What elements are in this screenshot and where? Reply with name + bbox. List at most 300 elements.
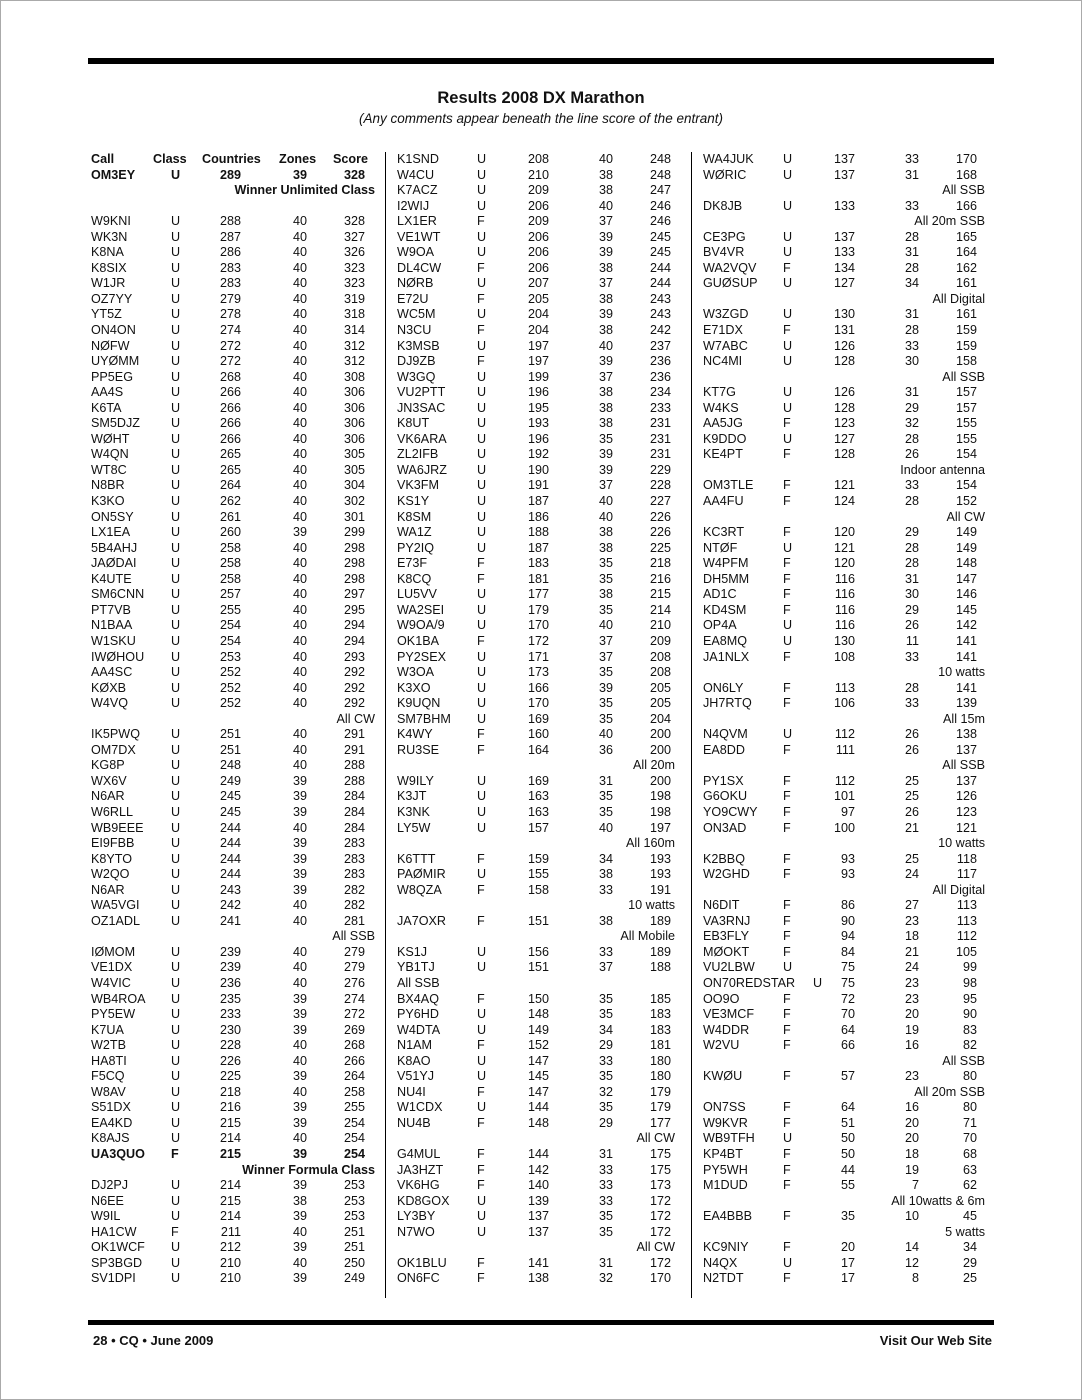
entry-call: KG8P	[91, 758, 125, 773]
entry-countries: 254	[219, 618, 241, 633]
entry-countries: 214	[219, 1131, 241, 1146]
entry-zones: 31	[904, 571, 919, 586]
entry-countries: 206	[527, 229, 549, 244]
entry-score: 45	[962, 1209, 977, 1224]
results-column-2	[397, 152, 675, 1287]
table-row	[703, 1100, 985, 1116]
entry-countries: 138	[527, 1271, 549, 1286]
entry-countries: 166	[527, 680, 549, 695]
entry-countries: 264	[219, 478, 241, 493]
entry-score: 292	[343, 665, 365, 680]
entry-class: U	[171, 633, 181, 648]
entry-countries: 266	[219, 400, 241, 415]
entry-score: 62	[962, 1178, 977, 1193]
entry-score: 113	[956, 898, 977, 913]
entry-call: SV1DPI	[91, 1271, 136, 1286]
entry-zones: 28	[904, 431, 919, 446]
table-row	[91, 852, 375, 868]
entry-call: W2GHD	[703, 867, 750, 882]
table-row	[397, 696, 675, 712]
entry-countries: 173	[527, 665, 549, 680]
entry-class: F	[783, 851, 791, 866]
entry-countries: 279	[219, 291, 241, 306]
entry-zones: 39	[292, 1209, 307, 1224]
entry-zones: 26	[904, 618, 919, 633]
table-row	[91, 385, 375, 401]
entry-score: 244	[649, 260, 671, 275]
entry-class: F	[783, 913, 791, 928]
entry-score: 284	[343, 820, 365, 835]
table-row	[397, 1085, 675, 1101]
entry-class: F	[783, 991, 791, 1006]
entry-zones: 38	[598, 416, 613, 431]
entry-score: 305	[343, 447, 365, 462]
entry-score: 283	[343, 867, 365, 882]
entry-class: F	[783, 867, 791, 882]
table-row	[703, 650, 985, 666]
entry-countries: 93	[840, 851, 855, 866]
entry-score: 247	[649, 183, 671, 198]
entry-countries: 75	[840, 975, 855, 990]
table-row	[397, 650, 675, 666]
entry-class: U	[477, 1022, 487, 1037]
entry-score: 138	[955, 727, 977, 742]
entry-zones: 40	[292, 913, 307, 928]
entry-zones: 39	[292, 1271, 307, 1286]
entry-countries: 196	[527, 385, 549, 400]
entry-score: 288	[343, 773, 365, 788]
entry-call: K8NA	[91, 245, 124, 260]
entry-call: W4QN	[91, 447, 129, 462]
entry-call: K1SND	[397, 152, 439, 166]
entry-countries: 112	[834, 773, 855, 788]
entry-countries: 206	[527, 198, 549, 213]
entry-countries: 149	[527, 1022, 549, 1037]
entry-score: 246	[649, 198, 671, 213]
entry-call: OM3EY	[91, 167, 136, 182]
table-row	[91, 1069, 375, 1085]
entry-zones: 40	[292, 494, 307, 509]
entry-class: U	[171, 276, 181, 291]
entry-countries: 266	[219, 416, 241, 431]
entry-class: U	[171, 602, 181, 617]
entry-zones: 37	[598, 960, 613, 975]
entry-score: 152	[955, 494, 977, 509]
table-row	[703, 432, 985, 448]
table-row	[91, 541, 375, 557]
entry-zones: 23	[904, 913, 919, 928]
entry-score: 158	[955, 354, 977, 369]
entry-score: 233	[649, 400, 671, 415]
table-row	[91, 168, 375, 184]
entry-class: U	[171, 851, 181, 866]
table-row	[91, 1256, 375, 1272]
entry-zones: 38	[598, 867, 613, 882]
entry-zones: 39	[292, 882, 307, 897]
table-row	[703, 805, 985, 821]
entry-call: N6AR	[91, 789, 125, 804]
table-row	[703, 587, 985, 603]
entry-countries: 244	[219, 851, 241, 866]
entry-zones: 35	[598, 804, 613, 819]
entry-score: 159	[955, 338, 977, 353]
entry-countries: 120	[833, 525, 855, 540]
table-row	[397, 510, 675, 526]
entry-score: 183	[649, 1007, 671, 1022]
entry-class: U	[477, 307, 487, 322]
entry-countries: 150	[527, 991, 549, 1006]
entry-zones: 40	[292, 665, 307, 680]
entry-class: U	[171, 1069, 181, 1084]
entry-score: 274	[343, 991, 365, 1006]
entry-zones: 40	[292, 618, 307, 633]
entry-comment: 10 watts	[938, 836, 985, 851]
entry-call: F5CQ	[91, 1069, 125, 1084]
table-row	[397, 852, 675, 868]
entry-countries: 244	[219, 836, 241, 851]
table-row	[91, 1007, 375, 1023]
entry-class: U	[783, 167, 793, 182]
entry-zones: 28	[904, 556, 919, 571]
entry-countries: 177	[527, 587, 549, 602]
entry-class: U	[477, 1224, 487, 1239]
entry-score: 291	[343, 742, 365, 757]
entry-call: W8AV	[91, 1084, 126, 1099]
table-row	[703, 354, 985, 370]
table-row	[91, 1038, 375, 1054]
entry-call: ZL2IFB	[397, 447, 439, 462]
entry-score: 284	[343, 804, 365, 819]
table-row	[91, 354, 375, 370]
entry-class: F	[783, 1022, 791, 1037]
entry-score: 210	[649, 618, 671, 633]
entry-class: F	[783, 680, 791, 695]
entry-countries: 258	[219, 556, 241, 571]
entry-zones: 33	[904, 338, 919, 353]
entry-call: OZ1ADL	[91, 913, 140, 928]
table-row	[91, 1209, 375, 1225]
entry-class: F	[783, 602, 791, 617]
entry-score: 228	[649, 478, 671, 493]
table-row	[91, 805, 375, 821]
table-row	[703, 1069, 985, 1085]
entry-call: DL4CW	[397, 260, 442, 275]
entry-class: U	[171, 1038, 181, 1053]
entry-countries: 204	[527, 307, 549, 322]
entry-score: 236	[649, 354, 671, 369]
entry-class: U	[171, 291, 181, 306]
entry-score: 254	[343, 1115, 365, 1130]
entry-call: KS1Y	[397, 494, 430, 509]
entry-class: F	[477, 1162, 485, 1177]
entry-class: U	[171, 1240, 181, 1255]
entry-countries: 116	[834, 587, 855, 602]
entry-countries: 190	[527, 462, 549, 477]
entry-countries: 215	[219, 1193, 241, 1208]
entry-class: F	[783, 1069, 791, 1084]
entry-countries: 195	[527, 400, 549, 415]
entry-score: 293	[343, 649, 365, 664]
entry-class: F	[783, 649, 791, 664]
entry-score: 281	[343, 913, 365, 928]
entry-class: F	[477, 354, 485, 369]
entry-class: F	[477, 1038, 485, 1053]
entry-countries: 287	[219, 229, 241, 244]
entry-zones: 24	[904, 867, 919, 882]
entry-score: 208	[649, 649, 671, 664]
entry-zones: 26	[904, 804, 919, 819]
entry-zones: 25	[904, 851, 919, 866]
entry-class: U	[477, 1053, 487, 1068]
entry-zones: 39	[292, 525, 307, 540]
entry-score: 80	[962, 1100, 977, 1115]
entry-call: N1AM	[397, 1038, 432, 1053]
entry-class: U	[477, 804, 487, 819]
entry-call: JA7OXR	[397, 913, 446, 928]
entry-call: W2TB	[91, 1038, 126, 1053]
entry-score: 243	[649, 291, 671, 306]
entry-score: 298	[343, 556, 365, 571]
table-row	[91, 960, 375, 976]
entry-score: 244	[649, 276, 671, 291]
entry-class: U	[477, 867, 487, 882]
entry-countries: 151	[527, 960, 549, 975]
entry-comment: All SSB	[942, 758, 985, 773]
entry-countries: 211	[220, 1224, 241, 1239]
entry-countries: 137	[833, 152, 855, 166]
entry-zones: 39	[292, 991, 307, 1006]
entry-countries: 121	[833, 540, 855, 555]
entry-zones: 39	[292, 1069, 307, 1084]
entry-countries: 252	[219, 680, 241, 695]
entry-countries: 197	[527, 338, 549, 353]
entry-countries: 193	[527, 416, 549, 431]
entry-zones: 38	[292, 1193, 307, 1208]
entry-class: U	[477, 602, 487, 617]
entry-countries: 93	[840, 867, 855, 882]
table-row	[703, 681, 985, 697]
entry-score: 226	[649, 525, 671, 540]
table-row	[91, 634, 375, 650]
entry-countries: 106	[833, 696, 855, 711]
entry-countries: 253	[219, 649, 241, 664]
entry-countries: 214	[219, 1209, 241, 1224]
entry-zones: 40	[292, 680, 307, 695]
entry-score: 204	[649, 711, 671, 726]
table-row	[91, 1131, 375, 1147]
entry-call: 5B4AHJ	[91, 540, 138, 555]
entry-countries: 152	[527, 1038, 549, 1053]
entry-countries: 127	[833, 276, 855, 291]
entry-countries: 183	[527, 556, 549, 571]
entry-score: 179	[649, 1084, 671, 1099]
entry-zones: 33	[598, 1162, 613, 1177]
entry-score: 198	[649, 789, 671, 804]
entry-class: U	[171, 944, 181, 959]
table-row	[91, 370, 375, 386]
entry-score: 231	[649, 416, 671, 431]
table-row	[397, 572, 675, 588]
entry-zones: 40	[598, 152, 613, 166]
table-row	[91, 261, 375, 277]
entry-score: 294	[343, 618, 365, 633]
entry-call: EA8MQ	[703, 633, 748, 648]
entry-score: 145	[955, 602, 977, 617]
entry-class: F	[477, 556, 485, 571]
entry-countries: 44	[840, 1162, 855, 1177]
table-row	[91, 245, 375, 261]
table-row	[703, 541, 985, 557]
entry-score: 170	[649, 1271, 671, 1286]
page-title: Results 2008 DX Marathon	[437, 89, 645, 107]
entry-countries: 120	[833, 556, 855, 571]
entry-call: K8AJS	[91, 1131, 130, 1146]
entry-score: 272	[343, 1007, 365, 1022]
entry-class: U	[477, 152, 487, 166]
entry-comment: 10 watts	[628, 898, 675, 913]
entry-score: 251	[343, 1224, 365, 1239]
entry-score: 237	[649, 338, 671, 353]
entry-call: KP4BT	[703, 1147, 743, 1161]
table-row	[703, 618, 985, 634]
entry-zones: 31	[598, 1255, 613, 1270]
entry-class: F	[477, 214, 485, 229]
entry-countries: 50	[840, 1131, 855, 1146]
entry-countries: 179	[527, 602, 549, 617]
table-row	[703, 774, 985, 790]
entry-class: U	[783, 385, 793, 400]
entry-zones: 28	[904, 680, 919, 695]
entry-class: U	[171, 1131, 181, 1146]
entry-score: 168	[955, 167, 977, 182]
entry-countries: 144	[527, 1147, 549, 1161]
entry-class: U	[171, 338, 181, 353]
entry-zones: 40	[292, 727, 307, 742]
entry-zones: 40	[292, 540, 307, 555]
table-row	[91, 603, 375, 619]
entry-class: F	[477, 913, 485, 928]
entry-score: 242	[649, 323, 671, 338]
table-row	[91, 525, 375, 541]
entry-call: WB4ROA	[91, 991, 146, 1006]
entry-comment: All 20m	[633, 758, 675, 773]
entry-call: LX1ER	[397, 214, 437, 229]
entry-zones: 40	[598, 820, 613, 835]
entry-comment: All SSB	[942, 369, 985, 384]
table-row	[397, 494, 675, 510]
entry-zones: 31	[904, 385, 919, 400]
table-row	[91, 587, 375, 603]
entry-class: U	[477, 478, 487, 493]
column-divider	[385, 152, 386, 1298]
entry-class: U	[171, 307, 181, 322]
entry-zones: 30	[904, 354, 919, 369]
entry-zones: 31	[904, 245, 919, 260]
entry-countries: 147	[527, 1053, 549, 1068]
entry-zones: 35	[598, 1224, 613, 1239]
entry-score: 157	[955, 385, 977, 400]
entry-call: VK3FM	[397, 478, 439, 493]
table-row	[397, 168, 675, 184]
entry-score: 248	[649, 152, 671, 166]
entry-zones: 40	[598, 198, 613, 213]
entry-comment: Winner Formula Class	[242, 1162, 375, 1177]
entry-score: 25	[962, 1271, 977, 1286]
entry-call: K8YTO	[91, 851, 133, 866]
entry-call: VK6ARA	[397, 431, 447, 446]
entry-countries: 239	[219, 960, 241, 975]
table-row	[703, 416, 985, 432]
entry-score: 314	[343, 323, 365, 338]
entry-zones: 10	[904, 1209, 919, 1224]
entry-zones: 40	[598, 618, 613, 633]
entry-countries: 130	[833, 307, 855, 322]
table-row	[397, 1256, 675, 1272]
entry-score: 306	[343, 416, 365, 431]
entry-call: N4QX	[703, 1255, 738, 1270]
entry-zones: 39	[598, 307, 613, 322]
entry-call: DH5MM	[703, 571, 750, 586]
entry-score: 98	[962, 975, 977, 990]
entry-class: F	[783, 789, 791, 804]
entry-countries: 207	[527, 276, 549, 291]
header-score: Score	[333, 152, 369, 166]
entry-score: 255	[343, 1100, 365, 1115]
entry-score: 294	[343, 633, 365, 648]
entry-call: N2TDT	[703, 1271, 744, 1286]
entry-call: VU2PTT	[397, 385, 446, 400]
entry-countries: 17	[840, 1271, 855, 1286]
entry-zones: 40	[598, 509, 613, 524]
table-row	[397, 634, 675, 650]
table-row	[91, 292, 375, 308]
table-row	[703, 914, 985, 930]
entry-comment: All Digital	[932, 882, 985, 897]
entry-call: LU5VV	[397, 587, 437, 602]
entry-class: F	[783, 1115, 791, 1130]
entry-countries: 266	[219, 385, 241, 400]
entry-zones: 37	[598, 649, 613, 664]
table-row	[397, 1069, 675, 1085]
entry-class: U	[171, 494, 181, 509]
table-row	[703, 634, 985, 650]
entry-comment: All 20m SSB	[914, 214, 985, 229]
entry-countries: 20	[840, 1240, 855, 1255]
entry-call: K7ACZ	[397, 183, 438, 198]
entry-countries: 130	[833, 633, 855, 648]
entry-comment: All SSB	[942, 1053, 985, 1068]
entry-countries: 260	[219, 525, 241, 540]
table-row	[397, 556, 675, 572]
table-row	[91, 758, 375, 774]
entry-call: K4UTE	[91, 571, 132, 586]
entry-call: N6AR	[91, 882, 125, 897]
entry-score: 327	[343, 229, 365, 244]
entry-call: All SSB	[397, 975, 440, 990]
entry-zones: 27	[904, 898, 919, 913]
entry-zones: 29	[598, 1038, 613, 1053]
entry-zones: 20	[904, 1007, 919, 1022]
entry-countries: 90	[840, 913, 855, 928]
entry-score: 154	[955, 478, 977, 493]
table-row	[703, 1007, 985, 1023]
entry-countries: 239	[219, 944, 241, 959]
entry-score: 172	[649, 1209, 671, 1224]
entry-countries: 188	[527, 525, 549, 540]
entry-call: WA6JRZ	[397, 462, 447, 477]
entry-zones: 40	[292, 323, 307, 338]
entry-score: 99	[962, 960, 977, 975]
